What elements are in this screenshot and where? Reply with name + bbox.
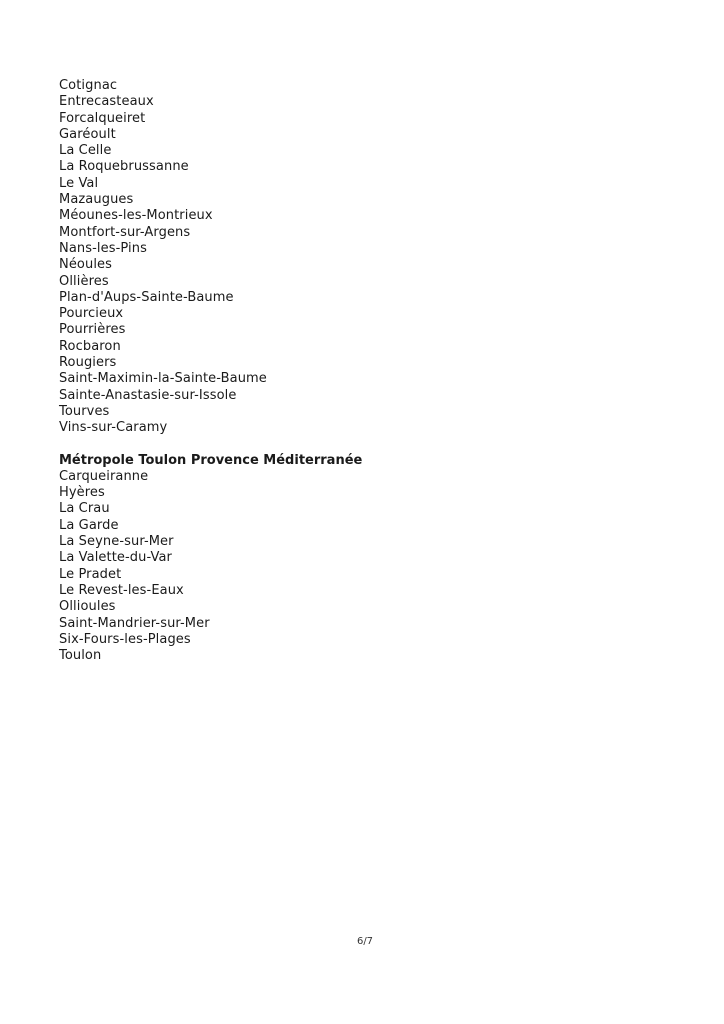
commune-item: Sainte-Anastasie-sur-Issole [59,387,237,403]
commune-list-1 [59,78,659,437]
commune-item: La Roquebrussanne [59,159,189,175]
commune-item: Six-Fours-les-Plages [59,631,191,647]
commune-item: Néoules [59,257,112,273]
commune-item: Pourcieux [59,306,124,322]
commune-item: Garéoult [59,126,116,142]
commune-item: Pourrières [59,322,126,338]
commune-item: Forcalqueiret [59,110,146,126]
commune-item: Ollières [59,273,109,289]
commune-item: Cotignac [59,78,118,93]
commune-list-2 [59,469,659,665]
page-number [0,936,724,947]
commune-item: Saint-Maximin-la-Sainte-Baume [59,371,267,387]
commune-item: Plan-d'Aups-Sainte-Baume [59,289,234,305]
commune-item: Ollioules [59,599,116,615]
commune-item: Méounes-les-Montrieux [59,208,213,224]
commune-item: Vins-sur-Caramy [59,420,168,436]
commune-item: Mazaugues [59,192,134,208]
commune-item: Le Pradet [59,566,122,582]
commune-item: Le Val [59,175,99,191]
commune-item: La Garde [59,517,119,533]
commune-item: Entrecasteaux [59,94,154,110]
commune-item: Nans-les-Pins [59,240,147,256]
page-number-text: 6/7 [356,936,374,947]
commune-item: Le Revest-les-Eaux [59,582,184,598]
commune-item: Toulon [59,648,102,664]
commune-item: La Valette-du-Var [59,550,172,566]
commune-item: La Crau [59,501,110,517]
commune-item: Carqueiranne [59,468,149,484]
commune-item: Hyères [59,485,105,501]
page-content [59,78,659,664]
section-gap [59,437,659,453]
commune-item: Rocbaron [59,338,121,354]
section-title: Métropole Toulon Provence Méditerranée [59,452,363,468]
commune-item: Montfort-sur-Argens [59,224,191,240]
commune-item: Saint-Mandrier-sur-Mer [59,615,210,631]
commune-item: La Celle [59,143,112,159]
commune-item: Rougiers [59,355,117,371]
commune-item: La Seyne-sur-Mer [59,534,174,550]
commune-item: Tourves [59,403,110,419]
